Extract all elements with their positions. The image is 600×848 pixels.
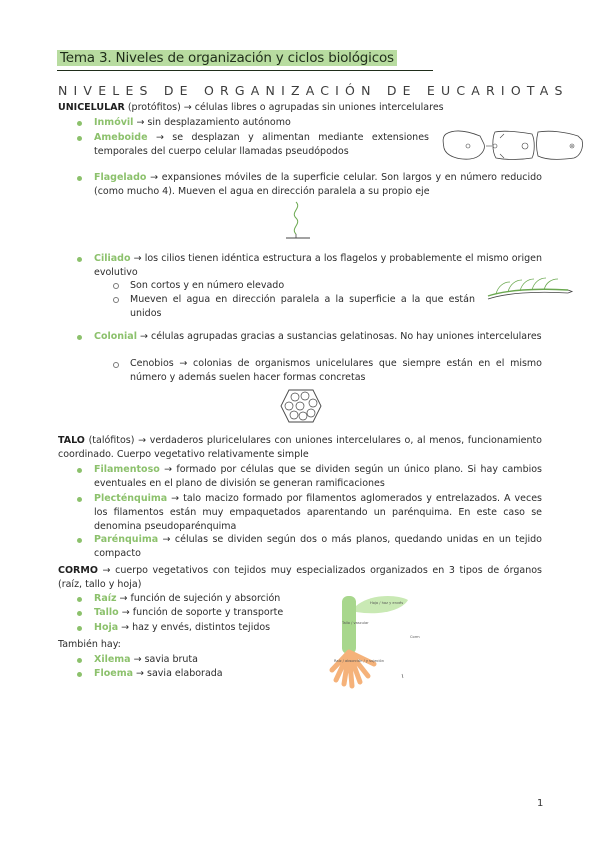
stem-label: Tallo / vascular xyxy=(342,621,369,625)
item-text: → células agrupadas gracias a sustancias gelatinosas. No hay uniones intercelulares xyxy=(136,331,542,342)
title-underline xyxy=(57,70,433,71)
sub-bullet-icon xyxy=(113,297,119,303)
talo-text: (talófitos) → verdaderos pluricelulares con uniones intercelulares o, al menos, funcionamiento coordinado. Cuerpo vegetativo relativamente simple xyxy=(58,435,542,460)
bullet-icon xyxy=(77,626,82,631)
bullet-icon xyxy=(77,597,82,602)
term-xilema: Xilema xyxy=(94,654,131,665)
term-parenquima: Parénquima xyxy=(94,534,159,545)
term-flagelado: Flagelado xyxy=(94,172,147,183)
item-text: → función de sujeción y absorción xyxy=(116,593,281,604)
term-ameboide: Ameboide xyxy=(94,132,148,143)
term-hoja: Hoja xyxy=(94,622,119,633)
cormo-text: → cuerpo vegetativos con tejidos muy especializados organizados en 3 tipos de órganos (raíz, tallo y hoja) xyxy=(58,565,542,590)
bullet-icon xyxy=(77,658,82,663)
sub-item-colonial-1: Cenobios → colonias de organismos unicelulares que siempre están en el mismo número y además suelen hacer formas concretas xyxy=(130,358,542,383)
bullet-icon xyxy=(77,176,82,181)
talo-paragraph xyxy=(58,434,542,462)
item-text: → formado por células que se dividen según un único plano. Si hay cambios eventuales en el plano de división se generan ramificaciones xyxy=(94,464,542,489)
item-text: → savia bruta xyxy=(130,654,198,665)
term-plectenquima: Plecténquima xyxy=(94,493,168,504)
bullet-icon xyxy=(77,335,82,340)
item-text: → savia elaborada xyxy=(133,668,223,679)
page-number: 1 xyxy=(537,798,544,809)
item-text: → talo macizo formado por filamentos aglomerados y entrelazados. A veces los filamentos están muy empaquetados aparentando un parénquima. En este caso se denomina pseudoparénquima xyxy=(94,493,542,532)
sub-item-ciliado-1: Son cortos y en número elevado xyxy=(130,280,285,291)
item-text: → expansiones móviles de la superficie celular. Son largos y en número reducido (como mucho 4). Mueven el agua en dirección paralela a su propio eje xyxy=(94,172,542,197)
item-text: → los cilios tienen idéntica estructura a los flagelos y probablemente el mismo origen evolutivo xyxy=(94,253,542,278)
item-text: → función de soporte y transporte xyxy=(118,607,284,618)
talo-label: TALO xyxy=(58,435,85,446)
list-item-colonial xyxy=(94,330,542,344)
item-text: → haz y envés, distintos tejidos xyxy=(118,622,271,633)
cormo-plant-figure xyxy=(330,590,440,690)
cormo-label: CORMO xyxy=(58,565,98,576)
bullet-icon xyxy=(77,121,82,126)
unicelular-paragraph xyxy=(58,101,542,115)
side-label: Corm xyxy=(410,635,420,639)
list-item-ciliado xyxy=(94,252,542,280)
bullet-icon xyxy=(77,257,82,262)
list-item-flagelado xyxy=(94,171,542,199)
sub-bullet-icon xyxy=(113,283,119,289)
sub-item-ciliado-2: Mueven el agua en dirección paralela a la superficie a la que están unidos xyxy=(130,294,475,319)
sub-bullet-icon xyxy=(113,362,119,368)
unicelular-label: UNICELULAR xyxy=(58,102,125,113)
term-ciliado: Ciliado xyxy=(94,253,131,264)
term-raiz: Raíz xyxy=(94,593,117,604)
list-item-filamentoso xyxy=(94,463,542,491)
term-colonial: Colonial xyxy=(94,331,137,342)
term-floema: Floema xyxy=(94,668,134,679)
bullet-icon xyxy=(77,538,82,543)
flagelo-figure xyxy=(284,200,314,244)
term-tallo: Tallo xyxy=(94,607,119,618)
list-item-ameboide xyxy=(94,131,429,159)
term-inmovil: Inmóvil xyxy=(94,117,134,128)
cilios-figure xyxy=(486,276,576,306)
page-title: Tema 3. Niveles de organización y ciclos biológicos xyxy=(57,50,397,66)
bullet-icon xyxy=(77,497,82,502)
leaf-label: Hoja / haz y envés xyxy=(370,601,404,605)
root-label: Raíz / absorción / y sujeción xyxy=(334,659,384,663)
item-text: → se desplazan y alimentan mediante extensiones temporales del cuerpo celular llamadas pseudópodos xyxy=(94,132,429,157)
term-filamentoso: Filamentoso xyxy=(94,464,160,475)
section-heading: NIVELES DE ORGANIZACIÓN DE EUCARIOTAS xyxy=(58,83,569,98)
cormo-paragraph xyxy=(58,564,542,592)
bullet-icon xyxy=(77,672,82,677)
unicelular-text: (protófitos) → células libres o agrupadas sin uniones intercelulares xyxy=(124,102,444,113)
tambien-label: También hay: xyxy=(58,639,121,650)
cenobio-figure xyxy=(279,386,323,426)
amoeba-figure xyxy=(440,126,585,166)
list-item-plectenquima xyxy=(94,492,542,534)
item-text: → sin desplazamiento autónomo xyxy=(133,117,291,128)
bullet-icon xyxy=(77,136,82,141)
list-item-parenquima xyxy=(94,533,542,561)
item-text: → células se dividen según dos o más planos, quedando unidas en un tejido compacto xyxy=(94,534,542,559)
bullet-icon xyxy=(77,611,82,616)
page-title-wrap xyxy=(57,50,397,67)
bullet-icon xyxy=(77,468,82,473)
